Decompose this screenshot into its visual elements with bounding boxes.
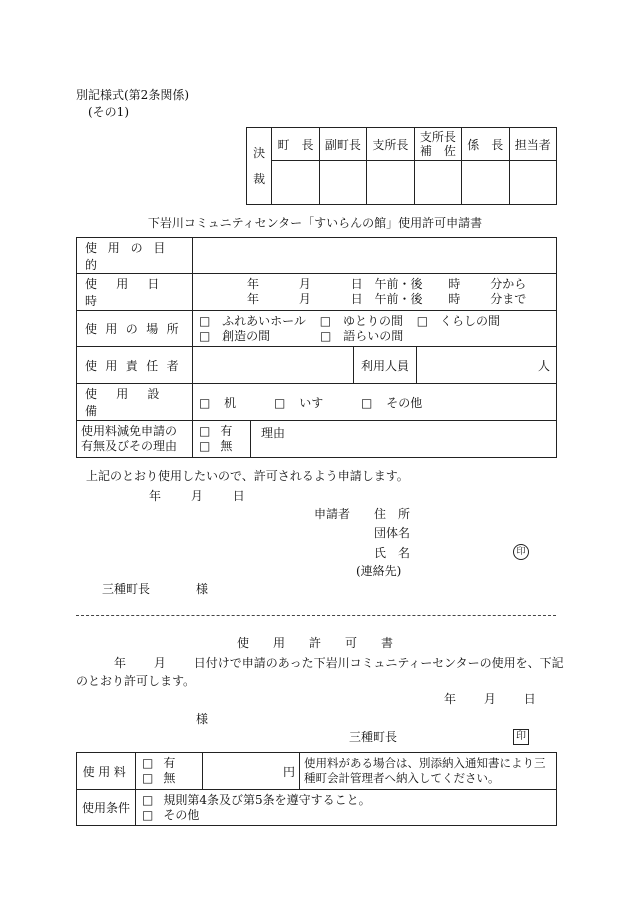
datetime-label: 使用日時	[77, 274, 193, 311]
permit-seal: 印	[513, 729, 529, 745]
from-day: 日	[350, 277, 363, 291]
place-label: 使用の場所	[77, 311, 193, 347]
equipment-label: 使用設備	[77, 384, 193, 421]
equipment-chair-checkbox[interactable]: □	[274, 395, 286, 410]
permit-body-text: 日付けで申請のあった下岩川コミュニティーセンターの使用を、下記	[193, 656, 564, 670]
permit-conditions	[136, 790, 557, 826]
permit-fee-note-2: 種町会計管理者へ納入してください。	[304, 771, 500, 785]
approval-col-branch-head: 支所長	[367, 128, 414, 161]
addressee-sama: 様	[196, 582, 209, 596]
addressee: 三種町長	[102, 582, 151, 596]
address-label: 住 所	[374, 507, 411, 521]
place-yutori-label: ゆとりの間	[342, 313, 403, 328]
place-field	[193, 311, 557, 347]
fee-reduction-label-2: 有無及びその理由	[81, 439, 178, 453]
approval-col-branch-assistant: 支所長 補 佐	[414, 128, 461, 161]
applicant-seal-icon	[513, 543, 529, 560]
reason-label: 理由	[261, 426, 286, 440]
application-statement: 上記のとおり使用したいので、許可されるよう申請します。	[86, 469, 409, 483]
to-day: 日	[350, 292, 363, 306]
permit-fee-note	[300, 753, 557, 790]
permit-fee-no-label: 無	[163, 771, 176, 785]
permit-fee-yes-checkbox[interactable]: □	[142, 756, 154, 770]
equipment-other-label: その他	[386, 395, 423, 410]
permit-condition-other-label: その他	[163, 807, 200, 822]
to-ampm: 午前・後	[374, 292, 423, 306]
from-minute: 分から	[490, 277, 527, 291]
permit-fee-label: 使用料	[77, 753, 136, 790]
permit-fee-yen: 円	[282, 764, 295, 779]
permit-issuer: 三種町長	[349, 730, 398, 744]
from-hour: 時	[448, 277, 461, 291]
org-label: 団体名	[374, 526, 411, 540]
from-year: 年	[247, 277, 260, 291]
datetime-field[interactable]	[193, 274, 557, 311]
fee-reduction-field	[193, 421, 557, 458]
permit-seal-icon	[513, 728, 529, 745]
purpose-field[interactable]	[193, 238, 557, 274]
users-unit: 人	[537, 358, 550, 373]
permit-condition-rules-checkbox[interactable]: □	[142, 792, 154, 807]
form-sub: (その1)	[88, 105, 129, 119]
fee-reduction-no-label: 無	[220, 439, 233, 453]
permit-sama: 様	[196, 712, 209, 726]
permit-condition-rules-label: 規則第4条及び第5条を遵守すること。	[163, 792, 371, 807]
dashed-divider	[76, 615, 556, 616]
to-minute: 分まで	[490, 292, 527, 306]
users-label: 利用人員	[354, 347, 417, 384]
approval-label-1: 決	[253, 146, 266, 160]
manager-field[interactable]	[193, 347, 354, 384]
fee-reduction-yes-label: 有	[220, 424, 233, 438]
approval-col-deputy-mayor: 副町長	[319, 128, 366, 161]
approval-stamp-deputy-mayor[interactable]	[319, 161, 366, 205]
application-date-year: 年	[149, 489, 162, 503]
applicant-label: 申請者	[314, 507, 351, 521]
permit-table	[76, 752, 557, 826]
approval-label-2: 裁	[253, 172, 266, 186]
place-katarai-checkbox[interactable]: □	[320, 328, 332, 343]
permit-date-month: 月	[483, 692, 496, 706]
approval-col-staff: 担当者	[509, 128, 557, 161]
application-table	[76, 237, 557, 458]
contact-label: (連絡先)	[356, 564, 402, 578]
approval-col-section-chief: 係 長	[462, 128, 509, 161]
form-number: 別記様式(第2条関係)	[76, 88, 189, 102]
place-souzou-checkbox[interactable]: □	[199, 328, 211, 343]
application-title: 下岩川コミュニティセンター「すいらんの館」使用許可申請書	[147, 216, 483, 230]
fee-reduction-label-1: 使用料減免申請の	[81, 424, 178, 438]
approval-stamp-section-chief[interactable]	[462, 161, 509, 205]
place-hall-label: ふれあいホール	[222, 313, 306, 328]
permit-fee-no-checkbox[interactable]: □	[142, 771, 154, 785]
permit-conditions-label: 使用条件	[77, 790, 136, 826]
permit-body-line1	[114, 654, 564, 671]
purpose-label: 使用の目的	[77, 238, 193, 274]
applicant-seal: 印	[513, 544, 529, 560]
permit-fee-note-1: 使用料がある場合は、別添納入通知書により三	[304, 756, 546, 770]
application-date	[149, 487, 245, 504]
permit-date-day: 日	[523, 692, 536, 706]
permit-title: 使 用 許 可 書	[237, 636, 394, 650]
permit-body-line2: のとおり許可します。	[76, 674, 196, 688]
fee-reduction-options	[193, 421, 251, 457]
application-date-day: 日	[232, 489, 245, 503]
fee-reduction-label	[77, 421, 193, 458]
datetime-to-line	[193, 292, 556, 307]
name-label: 氏 名	[374, 546, 411, 560]
equipment-other-checkbox[interactable]: □	[361, 395, 373, 410]
approval-stamp-branch-head[interactable]	[367, 161, 414, 205]
equipment-desk-label: 机	[224, 395, 237, 410]
datetime-from-line	[193, 277, 556, 292]
approval-stamp-mayor[interactable]	[272, 161, 319, 205]
permit-date	[444, 690, 536, 707]
equipment-desk-checkbox[interactable]: □	[199, 395, 211, 410]
manager-label: 使用責任者	[77, 347, 193, 384]
permit-body-month: 月	[153, 656, 166, 670]
equipment-chair-label: いす	[299, 395, 324, 410]
place-kurashi-label: くらしの間	[439, 313, 500, 328]
approval-stamp-branch-assistant[interactable]	[414, 161, 461, 205]
from-month: 月	[298, 277, 311, 291]
permit-fee-options	[136, 753, 203, 790]
permit-date-year: 年	[444, 692, 457, 706]
from-ampm: 午前・後	[374, 277, 423, 291]
application-date-month: 月	[190, 489, 203, 503]
approval-table	[246, 127, 557, 205]
place-kurashi-checkbox[interactable]: □	[416, 313, 429, 328]
fee-reduction-reason[interactable]	[251, 421, 556, 457]
place-katarai-label: 語らいの間	[343, 328, 404, 343]
to-month: 月	[298, 292, 311, 306]
place-hall-checkbox[interactable]: □	[199, 313, 211, 328]
permit-body-year: 年	[114, 656, 127, 670]
approval-label	[247, 128, 272, 205]
users-field[interactable]	[417, 347, 557, 384]
to-year: 年	[247, 292, 260, 306]
place-yutori-checkbox[interactable]: □	[319, 313, 332, 328]
permit-fee-yes-label: 有	[163, 756, 176, 770]
fee-reduction-no-checkbox[interactable]: □	[199, 439, 211, 453]
fee-reduction-yes-checkbox[interactable]: □	[199, 424, 211, 438]
permit-fee-amount[interactable]	[203, 753, 300, 790]
approval-stamp-staff[interactable]	[509, 161, 557, 205]
approval-col-mayor: 町 長	[272, 128, 319, 161]
equipment-field	[193, 384, 557, 421]
permit-condition-other-checkbox[interactable]: □	[142, 807, 154, 822]
to-hour: 時	[448, 292, 461, 306]
place-souzou-label: 創造の間	[222, 328, 271, 343]
